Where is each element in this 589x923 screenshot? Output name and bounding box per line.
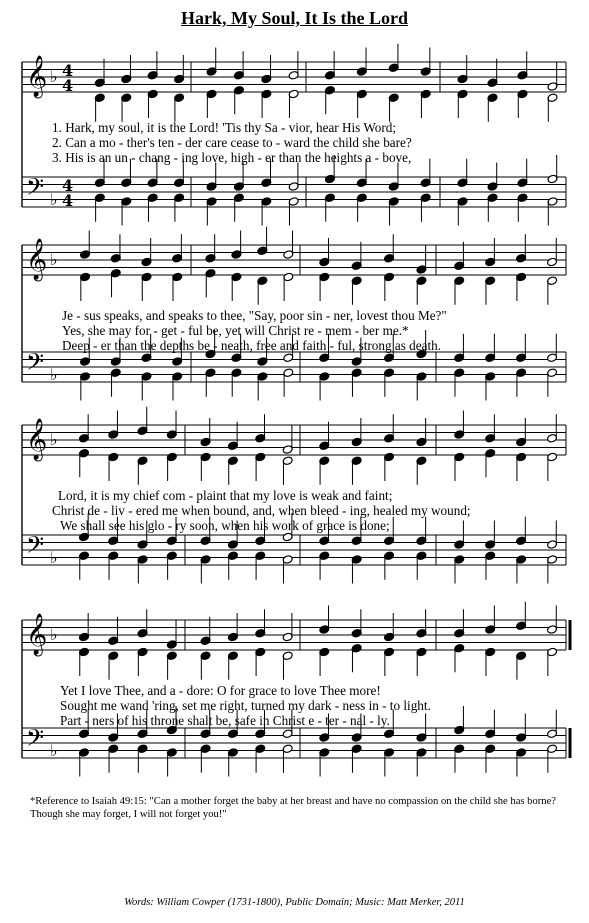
flat-icon: ♭ <box>50 365 58 384</box>
time-signature: 4 <box>62 191 74 210</box>
hymn-title: Hark, My Soul, It Is the Lord <box>180 8 409 28</box>
time-signature: 4 <box>62 76 74 95</box>
flat-icon: ♭ <box>50 190 58 209</box>
flat-icon: ♭ <box>50 741 58 760</box>
flat-icon: ♭ <box>50 250 58 269</box>
flat-icon: ♭ <box>50 67 58 86</box>
bass-clef-icon: 𝄢 <box>26 531 45 564</box>
footnote: *Reference to Isaiah 49:15: "Can a mother forget the baby at her breast and have no compassion on the child she has borne? Though she may forget, I will not forget you!" <box>30 796 556 820</box>
lyric-line: 3. His is an un - chang - ing love, high - er than the heights a - bove, <box>52 150 412 165</box>
flat-icon: ♭ <box>50 625 58 644</box>
treble-clef-icon: 𝄞 <box>26 419 48 460</box>
lyric-line: 2. Can a mo - ther's ten - der care cease to - ward the child she bare? <box>52 135 412 150</box>
lyric-line: Part - ners of his throne shalt be, safe in Christ e - ter - nal - ly. <box>60 713 390 728</box>
lyric-line: Lord, it is my chief com - plaint that my love is weak and faint; <box>58 488 393 503</box>
credits: Words: William Cowper (1731-1800), Public Domain; Music: Matt Merker, 2011 <box>124 897 465 908</box>
treble-clef-icon: 𝄞 <box>26 56 48 97</box>
lyric-line: We shall see his glo - ry soon, when his work of grace is done; <box>60 518 390 533</box>
treble-clef-icon: 𝄞 <box>26 239 48 280</box>
time-signature: 4 <box>62 61 74 80</box>
lyric-line: Christ de - liv - ered me when bound, and, when bleed - ing, healed my wound; <box>52 503 471 518</box>
lyric-line: Je - sus speaks, and speaks to thee, "Say, poor sin - ner, lovest thou Me?" <box>62 308 447 323</box>
flat-icon: ♭ <box>50 430 58 449</box>
lyric-line: Yet I love Thee, and a - dore: O for grace to love Thee more! <box>60 683 381 698</box>
flat-icon: ♭ <box>50 548 58 567</box>
lyric-line: Yes, she may for - get - ful be, yet will Christ re - mem - ber me.* <box>62 323 409 338</box>
bass-clef-icon: 𝄢 <box>26 173 45 206</box>
lyric-line: 1. Hark, my soul, it is the Lord! 'Tis thy Sa - vior, hear His Word; <box>52 120 397 135</box>
treble-clef-icon: 𝄞 <box>26 614 48 655</box>
bass-clef-icon: 𝄢 <box>26 724 45 757</box>
lyric-line: Sought me wand 'ring, set me right, turned my dark - ness in - to light. <box>60 698 431 713</box>
time-signature: 4 <box>62 176 74 195</box>
lyric-line: Deep - er than the depths be - neath, free and faith - ful, strong as death. <box>62 338 441 353</box>
bass-clef-icon: 𝄢 <box>26 348 45 381</box>
